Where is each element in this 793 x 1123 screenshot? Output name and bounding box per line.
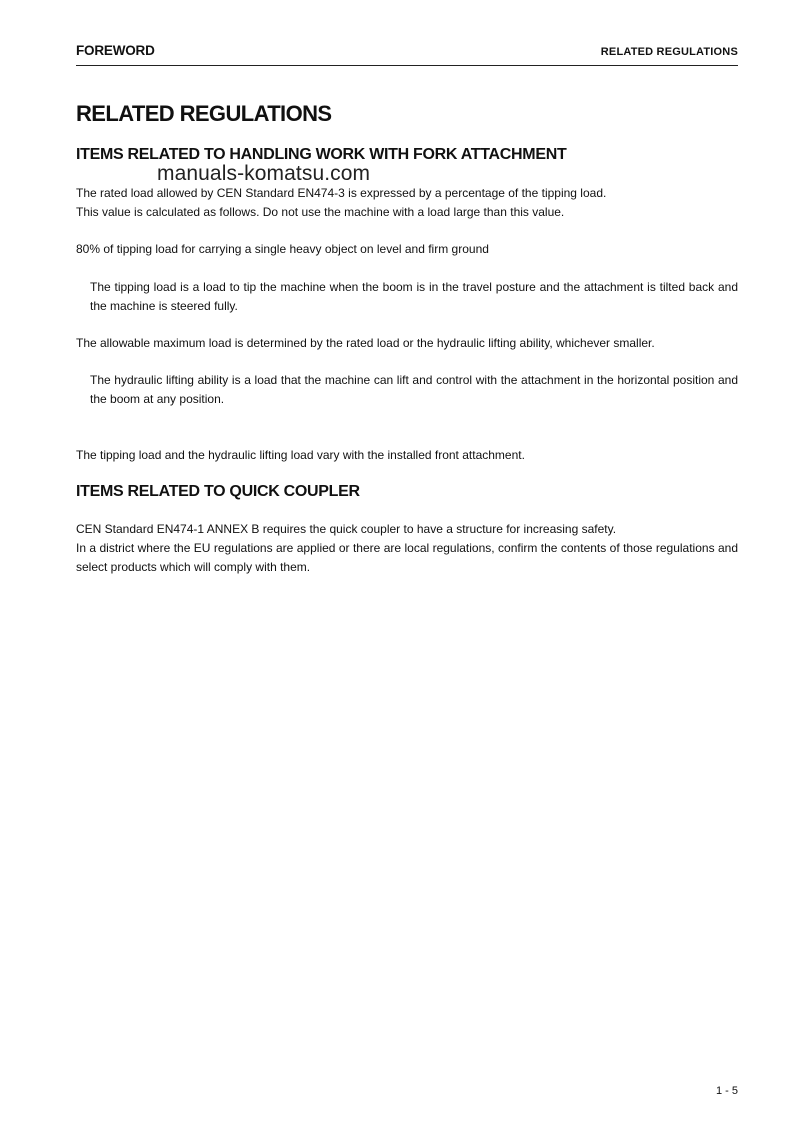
paragraph-rated-load-line1: The rated load allowed by CEN Standard EN474-3 is expressed by a percentage of the tipping load. (76, 186, 607, 200)
paragraph-quick-coupler-line1: CEN Standard EN474-1 ANNEX B requires the quick coupler to have a structure for increasing safety. (76, 522, 617, 536)
paragraph-tipping-percentage: 80% of tipping load for carrying a single heavy object on level and firm ground (76, 242, 489, 256)
paragraph-rated-load-line2: This value is calculated as follows. Do not use the machine with a load large than this value. (76, 205, 565, 219)
paragraph-quick-coupler-line2: In a district where the EU regulations are applied or there are local regulations, confirm the contents of those regulations and select products which will comply with them. (76, 541, 738, 575)
header-chapter: FOREWORD (76, 43, 155, 58)
paragraph-allowable-max-load: The allowable maximum load is determined by the rated load or the hydraulic lifting ability, whichever smaller. (76, 336, 655, 350)
section-heading-fork-attachment: ITEMS RELATED TO HANDLING WORK WITH FORK ATTACHMENT (76, 146, 567, 163)
page-number: 1 - 5 (715, 1085, 738, 1097)
watermark-text: manuals-komatsu.com (157, 162, 371, 185)
section-heading-quick-coupler: ITEMS RELATED TO QUICK COUPLER (76, 483, 360, 500)
note-hydraulic-lifting: The hydraulic lifting ability is a load that the machine can lift and control with the attachment in the horizontal position and the boom at any position. (90, 373, 738, 407)
paragraph-front-attachment: The tipping load and the hydraulic lifting load vary with the installed front attachment. (76, 448, 525, 462)
page-title: RELATED REGULATIONS (76, 101, 332, 126)
header-divider (76, 65, 738, 66)
note-tipping-load: The tipping load is a load to tip the machine when the boom is in the travel posture and the attachment is tilted back and the machine is steered fully. (90, 280, 738, 314)
header-section: RELATED REGULATIONS (600, 46, 738, 58)
